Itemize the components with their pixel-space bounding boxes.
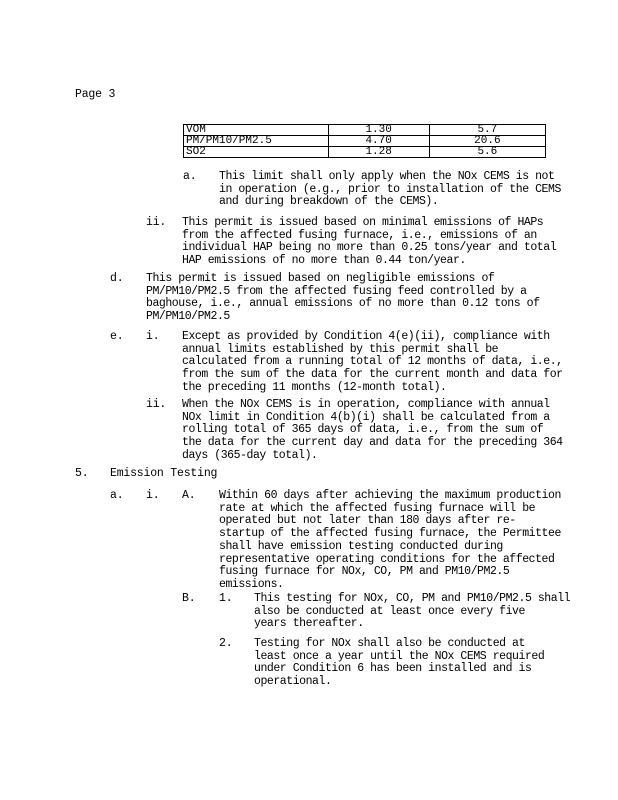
value-cell: 20.6: [429, 136, 545, 147]
text-line: Testing for NOx shall also be conducted at: [254, 637, 525, 650]
text-line: Within 60 days after achieving the maximum production: [219, 489, 561, 502]
table-row: [184, 125, 546, 136]
item-5a-A-text: [219, 490, 561, 592]
text-line: days (365-day total).: [182, 448, 318, 462]
section-5-title: Emission Testing: [110, 467, 218, 480]
text-line: operated but not later than 180 days after re-: [219, 514, 516, 528]
table-row: [184, 136, 546, 147]
item-B-1-text: [254, 593, 570, 631]
pollutant-cell: VOM: [184, 125, 329, 136]
text-line: This testing for NOx, CO, PM and PM10/PM2.5 shall: [254, 592, 571, 605]
text-line: emissions.: [219, 577, 284, 591]
item-5a-i-marker: i.: [146, 489, 160, 502]
text-line: shall have emission testing conducted during: [219, 539, 503, 553]
pollutant-cell: SO2: [184, 147, 329, 158]
item-e-marker: e.: [110, 330, 124, 343]
text-line: Except as provided by Condition 4(e)(ii), compliance with: [182, 330, 550, 343]
text-line: individual HAP being no more than 0.25 tons/year and total: [182, 241, 557, 255]
value-cell: 1.30: [328, 125, 429, 136]
value-cell: 5.6: [429, 147, 545, 158]
value-cell: 1.28: [328, 147, 429, 158]
table-row: [184, 147, 546, 158]
item-e-i-marker: i.: [146, 330, 160, 343]
text-line: the data for the current day and data for the preceding 364: [182, 436, 563, 450]
item-B-marker: B.: [182, 592, 196, 605]
text-line: in operation (e.g., prior to installation of the CEMS: [219, 182, 561, 196]
value-cell: 5.7: [429, 125, 545, 136]
pollutant-cell: PM/PM10/PM2.5: [184, 136, 329, 147]
text-line: This permit is issued based on minimal emissions of HAPs: [182, 216, 544, 229]
text-line: representative operating conditions for the affected: [219, 552, 555, 566]
text-line: from the sum of the data for the current month and data for: [182, 368, 563, 382]
text-line: least once a year until the NOx CEMS required: [254, 649, 545, 663]
text-line: the preceding 11 months (12-month total).: [182, 380, 447, 394]
item-e-i-text: [182, 331, 563, 395]
text-line: This limit shall only apply when the NOx CEMS is not: [219, 170, 555, 183]
emissions-table: [183, 124, 546, 158]
item-B-1-marker: 1.: [219, 592, 233, 605]
item-5a-A-marker: A.: [182, 489, 196, 502]
item-B-2-marker: 2.: [219, 637, 233, 650]
text-line: years thereafter.: [254, 617, 364, 631]
section-5-number: 5.: [75, 467, 89, 480]
item-ii-hap-marker: ii.: [146, 216, 167, 229]
text-line: annual limits established by this permit shall be: [182, 342, 499, 356]
text-line: HAP emissions of no more than 0.44 ton/year.: [182, 254, 466, 268]
text-line: from the affected fusing furnace, i.e., emissions of an: [182, 228, 537, 242]
value-cell: 4.70: [328, 136, 429, 147]
text-line: PM/PM10/PM2.5 from the affected fusing feed controlled by a: [146, 284, 527, 298]
text-line: startup of the affected fusing furnace, the Permittee: [219, 527, 561, 541]
text-line: also be conducted at least once every five: [254, 604, 525, 618]
page-label: Page 3: [75, 88, 116, 101]
text-line: operational.: [254, 675, 332, 689]
text-line: rolling total of 365 days of data, i.e., from the sum of: [182, 423, 544, 437]
text-line: This permit is issued based on negligible emissions of: [146, 272, 495, 285]
text-line: calculated from a running total of 12 months of data, i.e.,: [182, 355, 563, 369]
text-line: NOx limit in Condition 4(b)(i) shall be calculated from a: [182, 410, 550, 424]
text-line: rate at which the affected fusing furnace will be: [219, 501, 536, 515]
item-ii-hap-text: [182, 217, 556, 268]
item-e-ii-text: [182, 399, 563, 463]
text-line: baghouse, i.e., annual emissions of no more than 0.12 tons of: [146, 297, 540, 311]
text-line: under Condition 6 has been installed and is: [254, 662, 532, 676]
text-line: fusing furnace for NOx, CO, PM and PM10/PM2.5: [219, 565, 510, 579]
item-B-2-text: [254, 638, 544, 689]
text-line: PM/PM10/PM2.5: [146, 310, 230, 324]
note-a-marker: a.: [183, 170, 197, 183]
item-d-marker: d.: [110, 272, 124, 285]
text-line: and during breakdown of the CEMS).: [219, 195, 439, 209]
item-e-ii-marker: ii.: [146, 398, 167, 411]
item-5a-marker: a.: [110, 489, 124, 502]
item-d-text: [146, 273, 540, 324]
note-a-text: [219, 171, 561, 209]
text-line: When the NOx CEMS is in operation, compliance with annual: [182, 398, 550, 411]
